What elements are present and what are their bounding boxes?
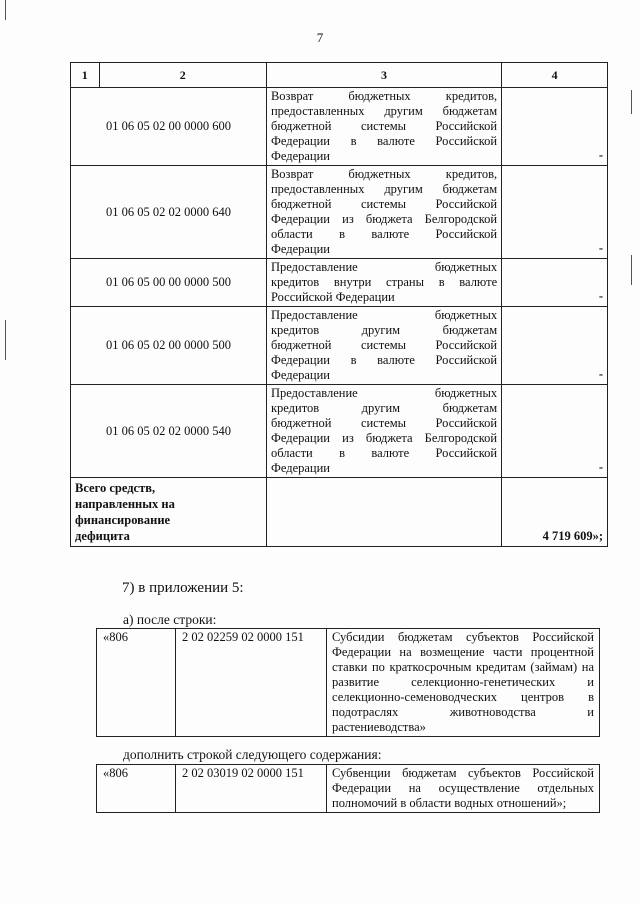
- description-line: бюджетной системы Российской: [270, 197, 498, 211]
- main-table: [70, 62, 608, 547]
- amount: -: [502, 385, 608, 478]
- header-cell: 4: [502, 63, 608, 88]
- description-line: Предоставление бюджетных: [270, 386, 498, 400]
- header-cell: 1: [71, 63, 100, 88]
- description-line: Федерации из бюджета Белгородской: [270, 212, 498, 226]
- budget-code: 2 02 03019 02 0000 151: [176, 765, 327, 813]
- margin-mark: [631, 90, 632, 114]
- total-empty-cell: [266, 478, 501, 547]
- amount: -: [502, 166, 608, 259]
- description-line: области в валюте Российской: [270, 446, 498, 460]
- description-line: бюджетной системы Российской: [270, 119, 498, 133]
- description-line: бюджетной системы Российской: [270, 338, 498, 352]
- margin-mark: [5, 320, 6, 360]
- total-label-line: финансирование: [75, 513, 171, 527]
- description-line: кредитов другим бюджетам: [270, 323, 498, 337]
- total-label-line: направленных на: [75, 497, 175, 511]
- total-label-line: Всего средств,: [75, 481, 156, 495]
- add-row-table: [96, 764, 600, 813]
- description-line: Федерации в валюте Российской: [270, 134, 498, 148]
- description: [266, 307, 501, 385]
- description-line: предоставленных другим бюджетам: [270, 104, 498, 118]
- description-line: Предоставление бюджетных: [270, 260, 498, 274]
- budget-code: 01 06 05 00 00 0000 500: [71, 259, 267, 307]
- table-row: [71, 259, 608, 307]
- table-row: [71, 166, 608, 259]
- description-line: бюджетной системы Российской: [270, 416, 498, 430]
- description-line: Федерации: [270, 242, 330, 256]
- budget-code: 01 06 05 02 00 0000 600: [71, 88, 267, 166]
- description: [266, 259, 501, 307]
- table-row: [71, 307, 608, 385]
- description-line: Федерации на осуществление отдельных: [332, 781, 594, 795]
- description-line: Предоставление бюджетных: [270, 308, 498, 322]
- description-line: Возврат бюджетных кредитов,: [270, 167, 498, 181]
- total-label-line: дефицита: [75, 529, 130, 543]
- description-line: кредитов внутри страны в валюте: [270, 275, 498, 289]
- budget-code: 01 06 05 02 02 0000 640: [71, 166, 267, 259]
- header-cell: 3: [266, 63, 501, 88]
- description-line: Федерации: [270, 149, 330, 163]
- table-header-row: [71, 63, 608, 88]
- budget-code: 01 06 05 02 00 0000 500: [71, 307, 267, 385]
- description: [327, 765, 600, 813]
- total-amount: 4 719 609»;: [502, 478, 608, 547]
- total-label: [71, 478, 267, 547]
- description-line: предоставленных другим бюджетам: [270, 182, 498, 196]
- table-body: [71, 88, 608, 478]
- budget-code: 2 02 02259 02 0000 151: [176, 629, 327, 737]
- description: [266, 166, 501, 259]
- amount: -: [502, 88, 608, 166]
- description-line: Российской Федерации: [270, 290, 395, 304]
- margin-mark: [631, 255, 632, 285]
- description-line: кредитов другим бюджетам: [270, 401, 498, 415]
- description-line: Субвенции бюджетам субъектов Российской: [332, 766, 594, 780]
- amount: -: [502, 307, 608, 385]
- description-line: подотраслях животноводства и: [332, 705, 594, 719]
- description-line: Федерации на возмещение части процентной: [332, 645, 594, 659]
- amount: -: [502, 259, 608, 307]
- sub-a-text: а) после строки:: [123, 612, 217, 627]
- description-line: Федерации: [270, 461, 330, 475]
- table-row: [71, 88, 608, 166]
- description: [266, 88, 501, 166]
- admin-code: «806: [97, 629, 176, 737]
- description-line: Федерации из бюджета Белгородской: [270, 431, 498, 445]
- page-number: 7: [316, 30, 324, 45]
- budget-code: 01 06 05 02 02 0000 540: [71, 385, 267, 478]
- table-row: [97, 765, 600, 813]
- total-row: [71, 478, 608, 547]
- description-line: селекционно-семеноводческих центров в: [332, 690, 594, 704]
- description-line: развитие селекционно-генетических и: [332, 675, 594, 689]
- admin-code: «806: [97, 765, 176, 813]
- description-line: Федерации: [270, 368, 330, 382]
- header-cell: 2: [99, 63, 266, 88]
- description: [266, 385, 501, 478]
- description-line: полномочий в области водных отношений»;: [332, 796, 567, 810]
- item-7-text: 7) в приложении 5:: [122, 580, 244, 596]
- description-line: Федерации в валюте Российской: [270, 353, 498, 367]
- description: [327, 629, 600, 737]
- description-line: области в валюте Российской: [270, 227, 498, 241]
- description-line: ставки по краткосрочным кредитам (займам) на: [332, 660, 594, 674]
- table-row: [71, 385, 608, 478]
- after-row-table: [96, 628, 600, 737]
- description-line: растениеводства»: [332, 720, 426, 734]
- description-line: Возврат бюджетных кредитов,: [270, 89, 498, 103]
- description-line: Субсидии бюджетам субъектов Российской: [332, 630, 594, 644]
- margin-mark: [5, 0, 6, 20]
- add-text: дополнить строкой следующего содержания:: [123, 747, 382, 762]
- table-row: [97, 629, 600, 737]
